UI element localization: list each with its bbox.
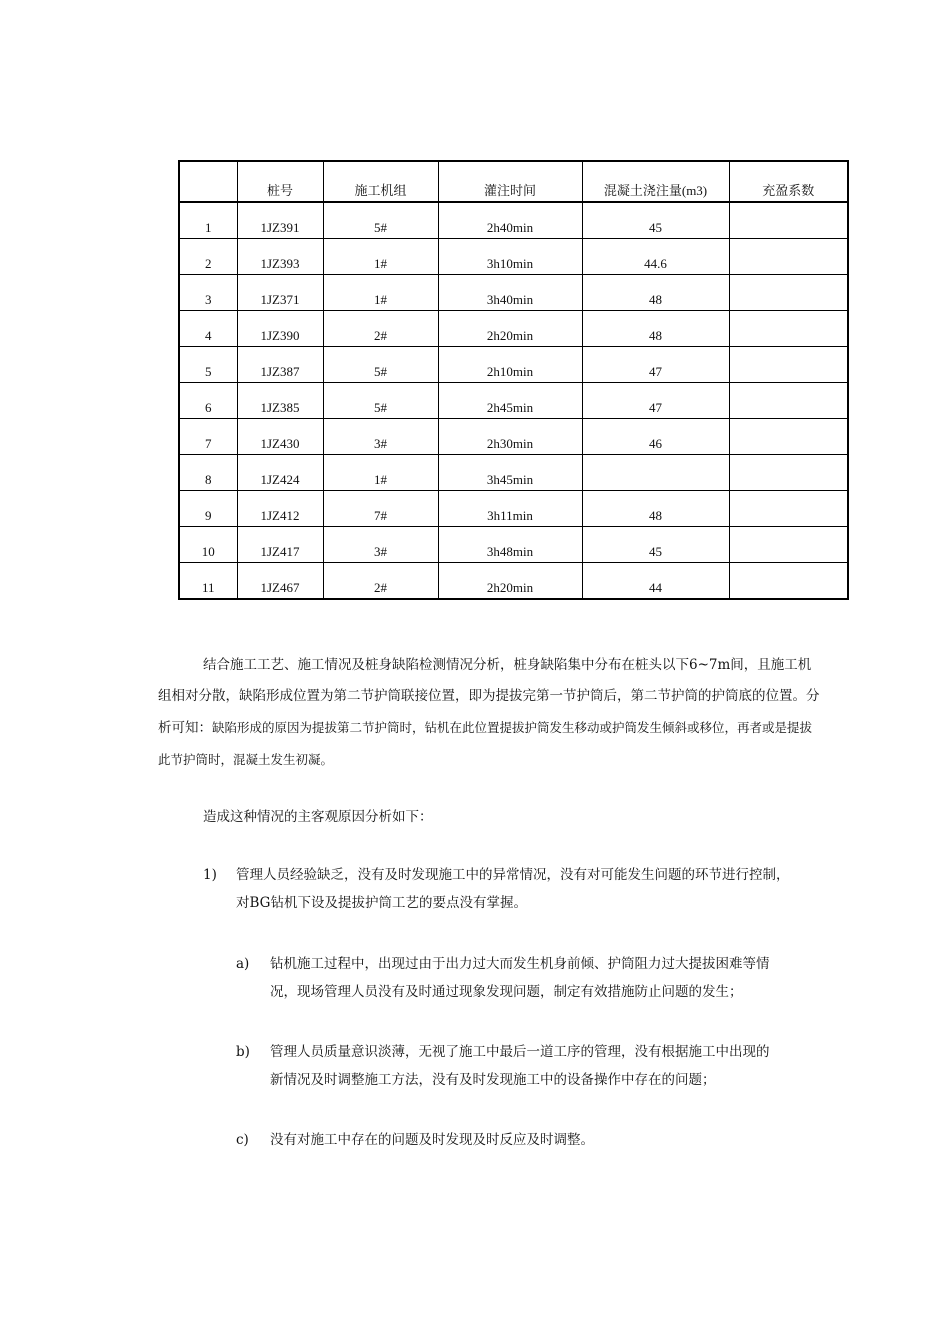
header-cell-volume: 混凝土浇注量(m3) (582, 161, 729, 202)
table-cell-pile-no: 1JZ391 (237, 202, 323, 239)
list-item-line: 管理人员质量意识淡薄，无视了施工中最后一道工序的管理，没有根据施工中出现的 (270, 1044, 770, 1060)
table-cell-fill-factor (729, 527, 848, 563)
pile-table (178, 160, 849, 600)
table-row (179, 491, 848, 527)
table-cell-crew: 5# (323, 202, 438, 239)
table-row (179, 275, 848, 311)
table-cell-pile-no: 1JZ467 (237, 563, 323, 600)
table-cell-volume: 45 (582, 202, 729, 239)
table-cell-index: 7 (179, 419, 237, 455)
table-cell-pour-time: 3h11min (438, 491, 582, 527)
table-cell-pile-no: 1JZ390 (237, 311, 323, 347)
header-cell-index (179, 161, 237, 202)
table-cell-crew: 2# (323, 563, 438, 600)
list-marker: c) (236, 1132, 249, 1148)
table-row (179, 527, 848, 563)
table-cell-crew: 3# (323, 419, 438, 455)
list-item-line: 对BG钻机下设及提拔护筒工艺的要点没有掌握。 (236, 895, 527, 911)
table-row (179, 239, 848, 275)
analysis-text: 结合施工工艺、施工情况及桩身缺陷检测情况分析，桩身缺陷集中分布在桩头以下6~7m间，且施工机组相对分散，缺陷形成位置为第二节护筒联接位置，即为提拔完第一节护筒后，第二节护筒的护筒底的位置。分析可知： (158, 657, 820, 736)
table-cell-volume: 44 (582, 563, 729, 600)
table-cell-pour-time: 2h40min (438, 202, 582, 239)
table-cell-volume: 44.6 (582, 239, 729, 275)
table-cell-pour-time: 2h20min (438, 563, 582, 600)
table-cell-pour-time: 3h48min (438, 527, 582, 563)
table-cell-pile-no: 1JZ412 (237, 491, 323, 527)
table-cell-index: 3 (179, 275, 237, 311)
table-cell-crew: 7# (323, 491, 438, 527)
table-cell-crew: 1# (323, 275, 438, 311)
table-row (179, 202, 848, 239)
table-cell-pour-time: 2h45min (438, 383, 582, 419)
table-cell-pour-time: 2h20min (438, 311, 582, 347)
table-cell-fill-factor (729, 275, 848, 311)
table-cell-crew: 1# (323, 455, 438, 491)
table-cell-pour-time: 3h10min (438, 239, 582, 275)
table-cell-fill-factor (729, 311, 848, 347)
table-cell-index: 11 (179, 563, 237, 600)
sub-item-a (236, 950, 826, 1006)
sub-item-b (236, 1038, 826, 1094)
table-row (179, 419, 848, 455)
header-cell-pile-no: 桩号 (237, 161, 323, 202)
analysis-bold-text: 缺陷形成的原因为提拔第二节护筒时，钻机在此位置提拔护筒发生移动或护筒发生倾斜或移位，再者或是提拔此节护筒时，混凝土发生初凝。 (158, 720, 813, 767)
table-cell-volume: 45 (582, 527, 729, 563)
list-item-line: 新情况及时调整施工方法，没有及时发现施工中的设备操作中存在的问题； (270, 1072, 716, 1088)
table-cell-fill-factor (729, 239, 848, 275)
list-item-line: 况，现场管理人员没有及时通过现象发现问题，制定有效措施防止问题的发生； (270, 984, 743, 1000)
table-cell-volume: 48 (582, 491, 729, 527)
table-cell-fill-factor (729, 491, 848, 527)
list-item-line: 没有对施工中存在的问题及时发现及时反应及时调整。 (270, 1132, 594, 1148)
table-cell-index: 2 (179, 239, 237, 275)
table-row (179, 455, 848, 491)
table-cell-pile-no: 1JZ424 (237, 455, 323, 491)
table-cell-crew: 2# (323, 311, 438, 347)
table-cell-volume: 46 (582, 419, 729, 455)
list-marker: 1) (203, 867, 217, 883)
table-cell-index: 1 (179, 202, 237, 239)
table-cell-fill-factor (729, 202, 848, 239)
table-row (179, 311, 848, 347)
table-cell-fill-factor (729, 419, 848, 455)
header-cell-fill-factor: 充盈系数 (729, 161, 848, 202)
table-cell-fill-factor (729, 347, 848, 383)
table-cell-pile-no: 1JZ387 (237, 347, 323, 383)
list-marker: b) (236, 1044, 250, 1060)
table-cell-fill-factor (729, 563, 848, 600)
header-cell-pour-time: 灌注时间 (438, 161, 582, 202)
list-marker: a) (236, 956, 250, 972)
table-cell-crew: 5# (323, 347, 438, 383)
table-cell-pour-time: 2h30min (438, 419, 582, 455)
table-cell-pile-no: 1JZ385 (237, 383, 323, 419)
table-cell-pour-time: 3h45min (438, 455, 582, 491)
table-body (179, 202, 848, 599)
table-cell-fill-factor (729, 383, 848, 419)
table-cell-index: 10 (179, 527, 237, 563)
table-cell-index: 8 (179, 455, 237, 491)
header-cell-crew: 施工机组 (323, 161, 438, 202)
sub-item-c (236, 1126, 826, 1154)
table-cell-index: 6 (179, 383, 237, 419)
table-cell-pile-no: 1JZ371 (237, 275, 323, 311)
table-cell-volume: 47 (582, 347, 729, 383)
table-cell-index: 4 (179, 311, 237, 347)
table-row (179, 383, 848, 419)
table-header-row (179, 161, 848, 202)
analysis-paragraph (158, 650, 822, 776)
table-cell-crew: 5# (323, 383, 438, 419)
table-cell-crew: 1# (323, 239, 438, 275)
table-cell-index: 5 (179, 347, 237, 383)
cause-intro: 造成这种情况的主客观原因分析如下： (203, 809, 433, 825)
table-row (179, 347, 848, 383)
table-cell-pour-time: 2h10min (438, 347, 582, 383)
list-item-line: 钻机施工过程中，出现过由于出力过大而发生机身前倾、护筒阻力过大提拔困难等情 (270, 956, 770, 972)
table-cell-crew: 3# (323, 527, 438, 563)
table-cell-pile-no: 1JZ393 (237, 239, 323, 275)
table-cell-fill-factor (729, 455, 848, 491)
table-cell-volume: 47 (582, 383, 729, 419)
table-cell-pile-no: 1JZ417 (237, 527, 323, 563)
table-row (179, 563, 848, 600)
list-item-line: 管理人员经验缺乏，没有及时发现施工中的异常情况，没有对可能发生问题的环节进行控制， (236, 867, 790, 883)
table-cell-pour-time: 3h40min (438, 275, 582, 311)
list-item-1 (203, 861, 833, 917)
table-cell-pile-no: 1JZ430 (237, 419, 323, 455)
table-cell-volume: 48 (582, 275, 729, 311)
table-cell-volume: 48 (582, 311, 729, 347)
table-cell-index: 9 (179, 491, 237, 527)
table-cell-volume (582, 455, 729, 491)
